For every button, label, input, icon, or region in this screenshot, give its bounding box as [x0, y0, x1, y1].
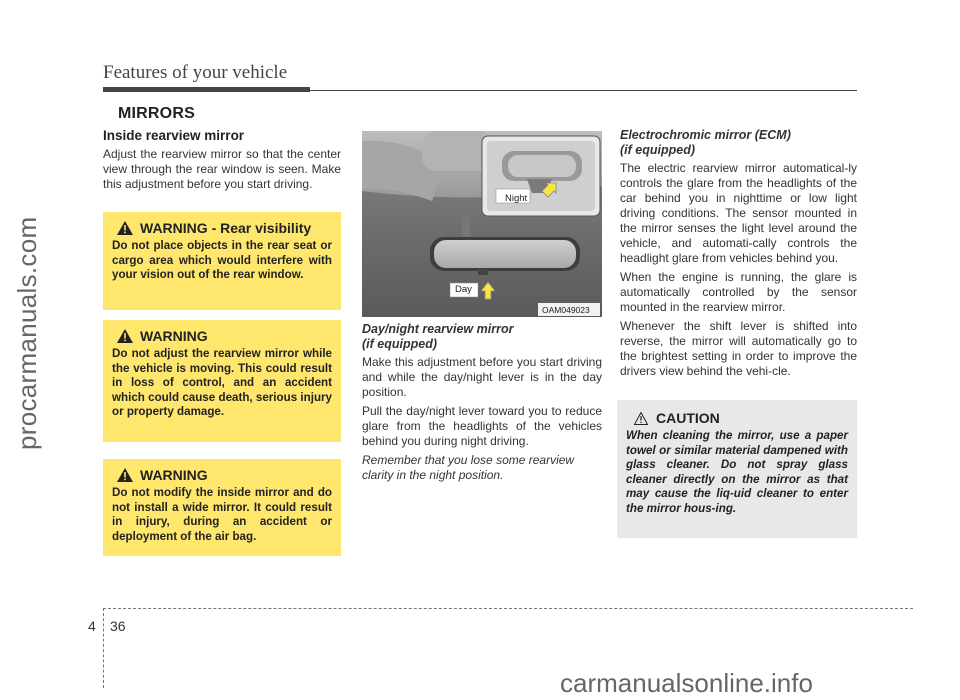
ecm-para-2: When the engine is running, the glare is automatically controlled by the sensor mounted in the rearview mirror.: [620, 270, 857, 314]
rearview-mirror-figure: [362, 131, 602, 317]
ecm-heading-line2: (if equipped): [620, 143, 695, 157]
footer-rule: [103, 608, 913, 609]
warning-title-suffix: - Rear visibility: [211, 220, 312, 236]
day-night-mirror-section: [362, 322, 602, 483]
warning-title: [112, 220, 332, 236]
warning-title: [112, 467, 332, 483]
header-rule: [103, 87, 310, 92]
ecm-heading: [620, 128, 857, 158]
day-night-para-3: Remember that you lose some rearview clarity in the night position.: [362, 453, 575, 482]
warning-body: Do not adjust the rearview mirror while the vehicle is moving. This could result in loss of control, and an accident which could cause death, serious injury or property damage.: [112, 347, 332, 418]
ecm-heading-line1: Electrochromic mirror (ECM): [620, 128, 791, 142]
inside-mirror-body: Adjust the rearview mirror so that the center view through the rear window is seen. Make this adjustment before you start driving.: [103, 147, 341, 191]
warning-title: [112, 328, 332, 344]
caution-title-text: CAUTION: [656, 410, 720, 426]
warning-body: Do not modify the inside mirror and do not install a wide mirror. It could result in injury, during an accident or deployment of the air bag.: [112, 486, 332, 543]
ecm-para-1: The electric rearview mirror automatical-ly controls the glare from the headlights of the car behind you in nighttime or low light driving conditions. The sensor mounted in the mirror senses the light level around the vehicle, and automati-cally controls the headlight glare from vehicles behind you.: [620, 161, 857, 265]
figure-label-night: Night: [505, 193, 528, 204]
warning-box-adjust-while-moving: [103, 320, 341, 442]
figure-code: OAM049023: [542, 305, 590, 315]
caution-box: [617, 400, 857, 538]
warning-box-modify-mirror: [103, 459, 341, 556]
warning-body: Do not place objects in the rear seat or cargo area which would interfere with your vision out of the rear window.: [112, 239, 332, 281]
ecm-para-3: Whenever the shift lever is shifted into reverse, the mirror will automatically go to the brightest setting in order to improve the drivers view behind the vehi-cle.: [620, 319, 857, 378]
inside-mirror-section: [103, 128, 341, 196]
warning-icon: [117, 468, 133, 482]
day-night-heading: [362, 322, 602, 352]
day-night-heading-line1: Day/night rearview mirror: [362, 322, 514, 336]
watermark-side: procarmanuals.com: [12, 216, 42, 450]
header-rule-thin: [310, 90, 857, 91]
caution-icon: [634, 412, 648, 425]
day-night-para-1: Make this adjustment before you start driving and while the day/night lever is in the day position.: [362, 355, 602, 399]
day-night-para-2: Pull the day/night lever toward you to reduce glare from the headlights of the vehicles behind you during night driving.: [362, 404, 602, 448]
page-header-title: Features of your vehicle: [103, 62, 288, 83]
watermark-bottom: carmanualsonline.info: [560, 668, 813, 698]
page-number: 36: [110, 618, 126, 634]
figure-label-day: Day: [455, 284, 472, 295]
caution-title: [626, 410, 848, 426]
ecm-section: [620, 128, 857, 383]
warning-title-text: WARNING: [140, 220, 208, 236]
section-title: MIRRORS: [118, 105, 195, 122]
day-night-heading-line2: (if equipped): [362, 337, 437, 351]
warning-icon: [117, 221, 133, 235]
warning-title-text: WARNING: [140, 328, 208, 344]
footer-divider: [103, 608, 104, 688]
warning-title-text: WARNING: [140, 467, 208, 483]
inside-mirror-heading: Inside rearview mirror: [103, 128, 245, 143]
mirror-illustration: [362, 131, 602, 317]
chapter-number: 4: [88, 618, 96, 634]
caution-body: When cleaning the mirror, use a paper towel or similar material dampened with glass cleaner. Do not spray glass cleaner directly on the mirror as that may cause the liq-uid cleaner to enter the mirror hous-ing.: [626, 429, 848, 515]
warning-icon: [117, 329, 133, 343]
warning-box-rear-visibility: [103, 212, 341, 310]
